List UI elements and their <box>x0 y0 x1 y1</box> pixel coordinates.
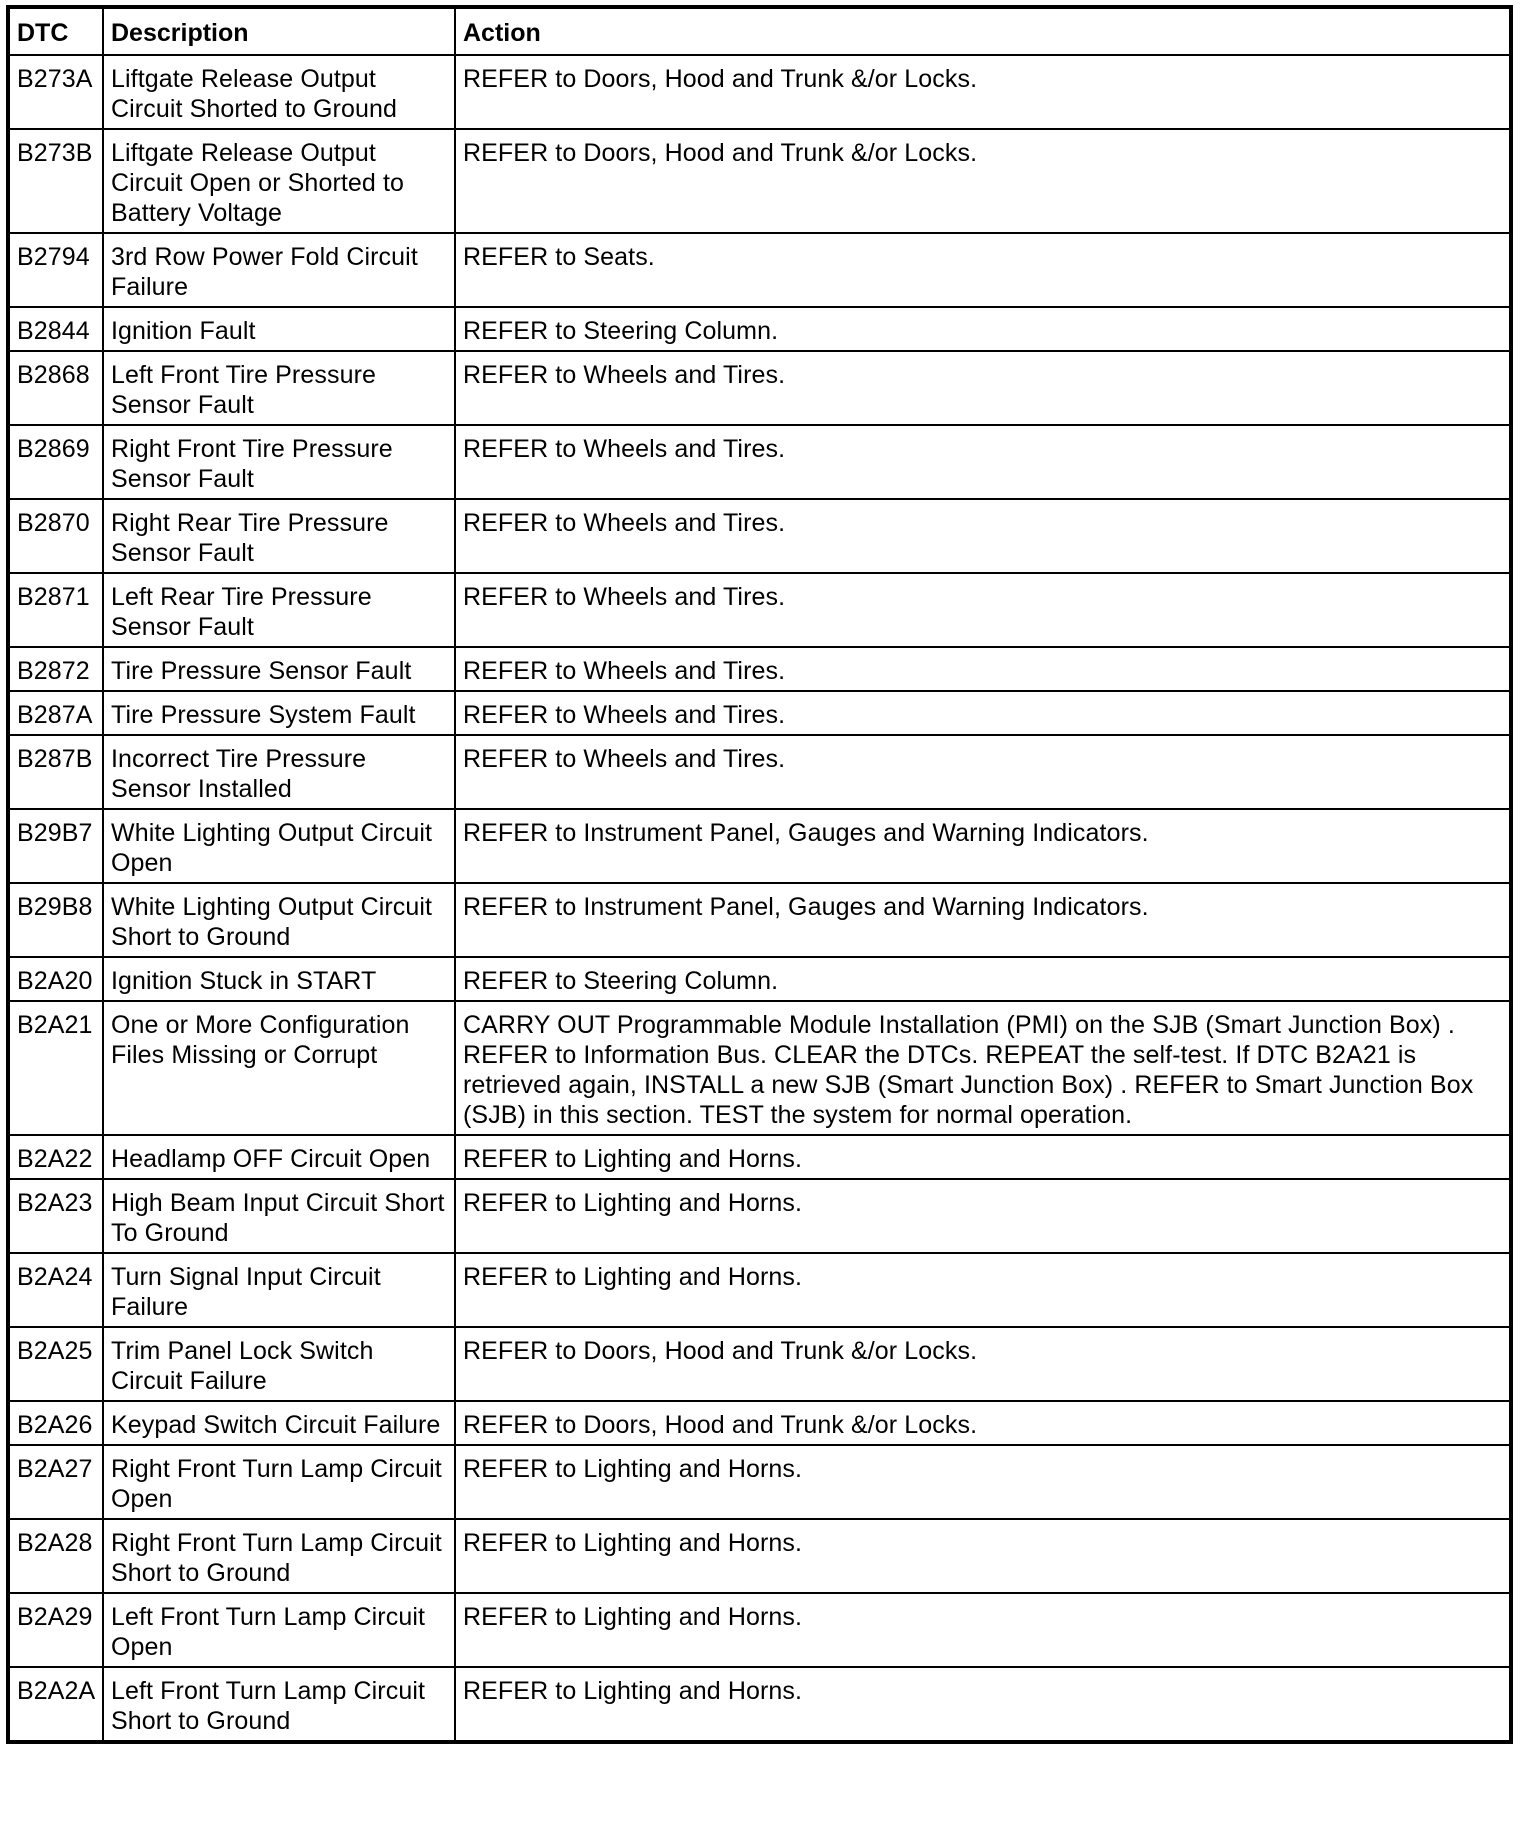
dtc-action: REFER to Lighting and Horns. <box>455 1135 1511 1179</box>
table-row <box>8 233 1511 307</box>
dtc-action: CARRY OUT Programmable Module Installation (PMI) on the SJB (Smart Junction Box) . REFER to Information Bus. CLEAR the DTCs. REPEAT the self-test. If DTC B2A21 is retrieved again, INSTALL a new SJB (Smart Junction Box) . REFER to Smart Junction Box (SJB) in this section. TEST the system for normal operation. <box>455 1001 1511 1135</box>
dtc-table <box>6 5 1513 1744</box>
table-row <box>8 1519 1511 1593</box>
dtc-action: REFER to Wheels and Tires. <box>455 647 1511 691</box>
dtc-action: REFER to Steering Column. <box>455 957 1511 1001</box>
table-row <box>8 883 1511 957</box>
table-row <box>8 1401 1511 1445</box>
dtc-code: B2A22 <box>8 1135 103 1179</box>
dtc-action: REFER to Instrument Panel, Gauges and Warning Indicators. <box>455 809 1511 883</box>
dtc-code: B2869 <box>8 425 103 499</box>
dtc-action: REFER to Lighting and Horns. <box>455 1179 1511 1253</box>
dtc-description: Right Front Turn Lamp Circuit Open <box>103 1445 455 1519</box>
table-row <box>8 691 1511 735</box>
dtc-code: B273B <box>8 129 103 233</box>
table-row <box>8 647 1511 691</box>
dtc-description: White Lighting Output Circuit Open <box>103 809 455 883</box>
table-row <box>8 1593 1511 1667</box>
dtc-description: Liftgate Release Output Circuit Shorted to Ground <box>103 55 455 129</box>
dtc-code: B2794 <box>8 233 103 307</box>
dtc-code: B2A28 <box>8 1519 103 1593</box>
dtc-description: Trim Panel Lock Switch Circuit Failure <box>103 1327 455 1401</box>
header-dtc: DTC <box>8 7 103 55</box>
dtc-description: Liftgate Release Output Circuit Open or Shorted to Battery Voltage <box>103 129 455 233</box>
dtc-action: REFER to Instrument Panel, Gauges and Warning Indicators. <box>455 883 1511 957</box>
dtc-action: REFER to Wheels and Tires. <box>455 691 1511 735</box>
dtc-description: Headlamp OFF Circuit Open <box>103 1135 455 1179</box>
dtc-description: Turn Signal Input Circuit Failure <box>103 1253 455 1327</box>
dtc-description: Keypad Switch Circuit Failure <box>103 1401 455 1445</box>
dtc-code: B2844 <box>8 307 103 351</box>
dtc-description: Left Rear Tire Pressure Sensor Fault <box>103 573 455 647</box>
dtc-description: Tire Pressure System Fault <box>103 691 455 735</box>
table-row <box>8 55 1511 129</box>
dtc-description: Ignition Fault <box>103 307 455 351</box>
header-action: Action <box>455 7 1511 55</box>
dtc-code: B2871 <box>8 573 103 647</box>
header-description: Description <box>103 7 455 55</box>
dtc-action: REFER to Wheels and Tires. <box>455 351 1511 425</box>
dtc-action: REFER to Wheels and Tires. <box>455 573 1511 647</box>
dtc-action: REFER to Lighting and Horns. <box>455 1253 1511 1327</box>
dtc-code: B2A27 <box>8 1445 103 1519</box>
table-row <box>8 1001 1511 1135</box>
table-row <box>8 573 1511 647</box>
table-row <box>8 957 1511 1001</box>
table-row <box>8 307 1511 351</box>
dtc-action: REFER to Lighting and Horns. <box>455 1445 1511 1519</box>
dtc-action: REFER to Doors, Hood and Trunk &/or Locks. <box>455 55 1511 129</box>
dtc-action: REFER to Wheels and Tires. <box>455 425 1511 499</box>
dtc-code: B29B8 <box>8 883 103 957</box>
table-row <box>8 129 1511 233</box>
dtc-description: Right Front Tire Pressure Sensor Fault <box>103 425 455 499</box>
dtc-code: B273A <box>8 55 103 129</box>
dtc-description: High Beam Input Circuit Short To Ground <box>103 1179 455 1253</box>
dtc-code: B2A23 <box>8 1179 103 1253</box>
dtc-table-container <box>6 5 1513 1744</box>
dtc-action: REFER to Doors, Hood and Trunk &/or Locks. <box>455 129 1511 233</box>
dtc-description: Ignition Stuck in START <box>103 957 455 1001</box>
dtc-description: Right Front Turn Lamp Circuit Short to Ground <box>103 1519 455 1593</box>
dtc-code: B2A24 <box>8 1253 103 1327</box>
dtc-code: B2A21 <box>8 1001 103 1135</box>
table-row <box>8 735 1511 809</box>
dtc-description: 3rd Row Power Fold Circuit Failure <box>103 233 455 307</box>
dtc-code: B2A2A <box>8 1667 103 1742</box>
dtc-action: REFER to Seats. <box>455 233 1511 307</box>
dtc-action: REFER to Doors, Hood and Trunk &/or Locks. <box>455 1401 1511 1445</box>
dtc-action: REFER to Doors, Hood and Trunk &/or Locks. <box>455 1327 1511 1401</box>
dtc-description: One or More Configuration Files Missing or Corrupt <box>103 1001 455 1135</box>
table-row <box>8 1179 1511 1253</box>
dtc-description: Tire Pressure Sensor Fault <box>103 647 455 691</box>
table-row <box>8 1253 1511 1327</box>
dtc-description: Left Front Tire Pressure Sensor Fault <box>103 351 455 425</box>
table-row <box>8 425 1511 499</box>
dtc-code: B2A29 <box>8 1593 103 1667</box>
table-row <box>8 351 1511 425</box>
dtc-action: REFER to Steering Column. <box>455 307 1511 351</box>
dtc-description: Left Front Turn Lamp Circuit Short to Ground <box>103 1667 455 1742</box>
dtc-action: REFER to Wheels and Tires. <box>455 499 1511 573</box>
table-row <box>8 809 1511 883</box>
dtc-code: B2870 <box>8 499 103 573</box>
dtc-description: White Lighting Output Circuit Short to Ground <box>103 883 455 957</box>
dtc-code: B2872 <box>8 647 103 691</box>
dtc-action: REFER to Lighting and Horns. <box>455 1667 1511 1742</box>
table-row <box>8 1667 1511 1742</box>
dtc-code: B2A26 <box>8 1401 103 1445</box>
dtc-description: Left Front Turn Lamp Circuit Open <box>103 1593 455 1667</box>
header-row <box>8 7 1511 55</box>
dtc-code: B2A25 <box>8 1327 103 1401</box>
dtc-action: REFER to Lighting and Horns. <box>455 1519 1511 1593</box>
dtc-code: B2A20 <box>8 957 103 1001</box>
dtc-code: B287A <box>8 691 103 735</box>
dtc-description: Incorrect Tire Pressure Sensor Installed <box>103 735 455 809</box>
table-row <box>8 1327 1511 1401</box>
table-row <box>8 1445 1511 1519</box>
table-row <box>8 499 1511 573</box>
dtc-action: REFER to Lighting and Horns. <box>455 1593 1511 1667</box>
dtc-action: REFER to Wheels and Tires. <box>455 735 1511 809</box>
dtc-code: B2868 <box>8 351 103 425</box>
dtc-code: B287B <box>8 735 103 809</box>
table-row <box>8 1135 1511 1179</box>
dtc-description: Right Rear Tire Pressure Sensor Fault <box>103 499 455 573</box>
dtc-code: B29B7 <box>8 809 103 883</box>
